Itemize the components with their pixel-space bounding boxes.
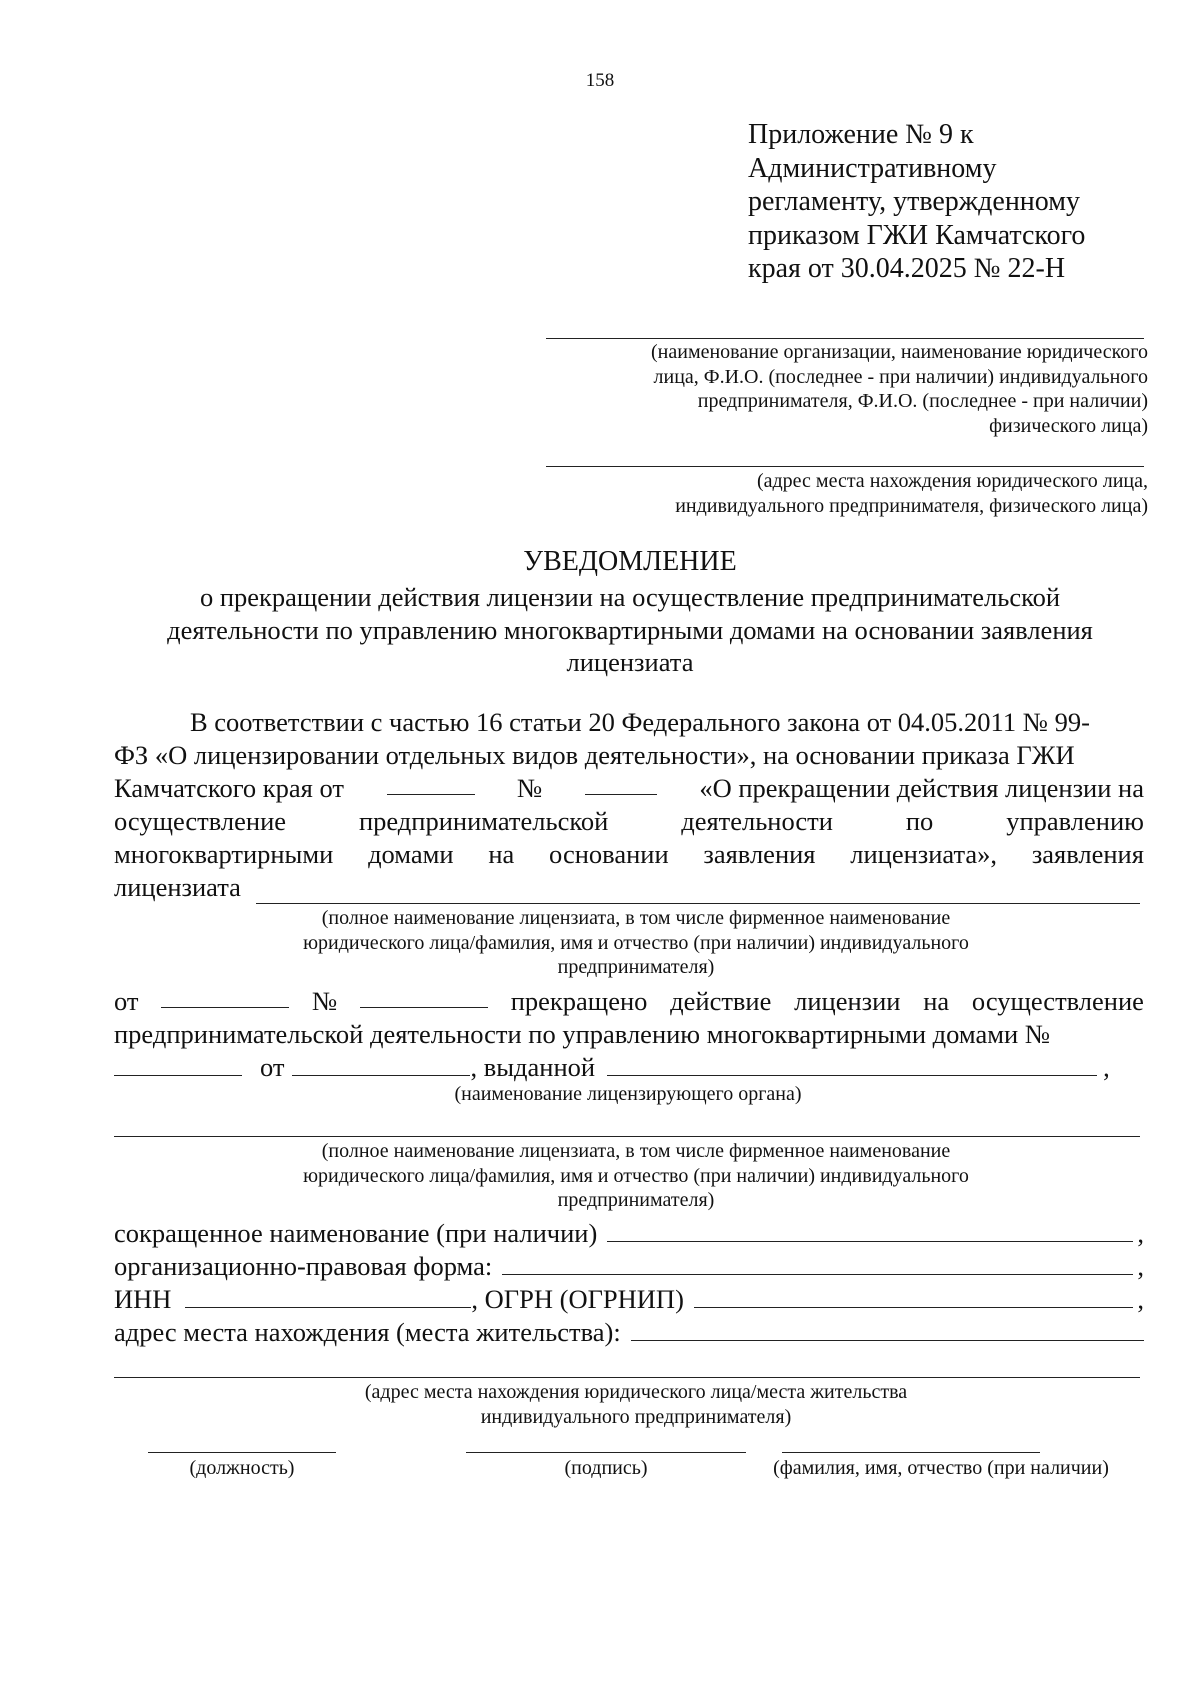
word: осуществление <box>971 986 1144 1016</box>
address-continued-field[interactable] <box>114 1377 1140 1378</box>
appendix-line: приказом ГЖИ Камчатского <box>748 219 1086 251</box>
license-date-field[interactable] <box>292 1053 470 1076</box>
word: заявления <box>703 839 816 869</box>
licensee-full-name-field[interactable] <box>114 1136 1140 1137</box>
word: действие <box>670 986 772 1016</box>
text: , <box>1137 1251 1144 1281</box>
subtitle-line: деятельности по управлению многоквартирными домами на основании заявления <box>167 614 1093 645</box>
caption-line: предпринимателя) <box>557 956 715 978</box>
label: , ОГРН (ОГРНИП) <box>471 1284 684 1314</box>
appendix-line: Административному <box>748 152 997 184</box>
body-line-7 <box>114 985 1144 1017</box>
caption-line: (адрес места нахождения юридического лица/места жительства <box>364 1381 908 1403</box>
text: лицензиата <box>114 872 241 902</box>
text: , <box>1103 1052 1110 1082</box>
inn-field[interactable] <box>185 1285 471 1308</box>
position-field[interactable] <box>148 1452 336 1453</box>
licensee-caption-1 <box>186 906 1086 980</box>
address-field[interactable] <box>631 1318 1144 1341</box>
label: сокращенное наименование (при наличии) <box>114 1218 598 1248</box>
body-line-2: ФЗ «О лицензировании отдельных видов деятельности», на основании приказа ГЖИ <box>114 740 1075 770</box>
position-caption: (должность) <box>189 1457 295 1479</box>
authority-caption: (наименование лицензирующего органа) <box>454 1083 802 1105</box>
word: управлению <box>1006 806 1144 836</box>
inn-ogrn-row <box>114 1283 1144 1315</box>
address-row <box>114 1316 1144 1348</box>
license-number-field[interactable] <box>114 1053 242 1076</box>
signature-field[interactable] <box>466 1452 746 1453</box>
text: от <box>260 1052 285 1082</box>
recipient-org-field[interactable] <box>546 338 1144 339</box>
body-line-3 <box>114 772 1144 804</box>
word: основании <box>549 839 669 869</box>
caption-line: юридического лица/фамилия, имя и отчество (при наличии) индивидуального <box>303 1164 969 1187</box>
word: осуществление <box>114 806 287 836</box>
application-number-field[interactable] <box>360 985 488 1008</box>
application-date-field[interactable] <box>161 985 289 1008</box>
full-name-caption: (фамилия, имя, отчество (при наличии) <box>773 1457 1109 1479</box>
licensee-caption-2 <box>186 1139 1086 1213</box>
caption-line: (полное наименование лицензиата, в том числе фирменное наименование <box>321 907 951 929</box>
appendix-line: регламенту, утвержденному <box>748 186 1080 217</box>
word: деятельности <box>681 806 833 836</box>
label: адрес места нахождения (места жительства): <box>114 1317 621 1347</box>
word: лицензии <box>794 986 901 1016</box>
short-name-row <box>114 1217 1144 1249</box>
word: домами <box>368 839 454 869</box>
body-line-5 <box>114 838 1144 870</box>
issuing-authority-field[interactable] <box>607 1053 1097 1076</box>
recipient-org-caption <box>651 340 1148 438</box>
word: многоквартирными <box>114 839 334 869</box>
subtitle-line: о прекращении действия лицензии на осуществление предпринимательской <box>199 582 1061 612</box>
word: прекращено <box>510 986 648 1016</box>
caption-line: индивидуального предпринимателя, физического лица) <box>675 494 1148 517</box>
word: по <box>905 806 934 836</box>
caption-line: (полное наименование лицензиата, в том числе фирменное наименование <box>321 1140 951 1162</box>
text: , <box>1137 1284 1144 1314</box>
legal-form-field[interactable] <box>502 1252 1133 1275</box>
short-name-field[interactable] <box>607 1219 1133 1242</box>
word: от <box>114 986 139 1016</box>
word: лицензиата», <box>850 839 998 869</box>
body-line-6 <box>114 871 1144 903</box>
order-date-field[interactable] <box>387 772 475 795</box>
text: , <box>1137 1218 1144 1248</box>
recipient-address-field[interactable] <box>546 466 1144 467</box>
caption-line: предпринимателя, Ф.И.О. (последнее - при наличии) <box>697 390 1148 412</box>
recipient-address-caption <box>675 469 1148 518</box>
appendix-header <box>748 118 1085 286</box>
signature-caption: (подпись) <box>564 1457 648 1479</box>
page-number: 158 <box>585 70 615 91</box>
text: Камчатского края от <box>114 773 344 803</box>
caption-line: лица, Ф.И.О. (последнее - при наличии) индивидуального <box>653 365 1148 388</box>
caption-line: юридического лица/фамилия, имя и отчество (при наличии) индивидуального <box>303 931 969 954</box>
label: ИНН <box>114 1284 172 1314</box>
licensee-name-field[interactable] <box>256 903 1140 904</box>
text: , выданной <box>470 1052 596 1082</box>
word: № <box>311 986 338 1016</box>
word: на <box>488 839 515 869</box>
notice-subtitle <box>100 581 1160 679</box>
caption-line: индивидуального предпринимателя) <box>480 1405 792 1428</box>
caption-line: (адрес места нахождения юридического лица, <box>756 470 1148 492</box>
word: заявления <box>1031 839 1144 869</box>
appendix-line: Приложение № 9 к <box>748 119 974 150</box>
caption-line: предпринимателя) <box>557 1189 715 1211</box>
body-line-4 <box>114 805 1144 837</box>
body-line-1: В соответствии с частью 16 статьи 20 Федерального закона от 04.05.2011 № 99- <box>190 707 1090 737</box>
address-caption <box>186 1380 1086 1429</box>
order-number-field[interactable] <box>585 772 657 795</box>
word: предпринимательской <box>358 806 609 836</box>
text: № <box>517 773 543 803</box>
body-line-9 <box>114 1051 1144 1083</box>
label: организационно-правовая форма: <box>114 1251 493 1281</box>
caption-line: (наименование организации, наименование юридического <box>651 341 1148 363</box>
subtitle-line: лицензиата <box>566 647 694 677</box>
legal-form-row <box>114 1250 1144 1282</box>
notice-title: УВЕДОМЛЕНИЕ <box>523 546 737 577</box>
appendix-line: края от 30.04.2025 № 22-Н <box>748 253 1066 284</box>
body-line-8: предпринимательской деятельности по управлению многоквартирными домами № <box>114 1019 1051 1049</box>
caption-line: физического лица) <box>989 414 1148 437</box>
text: «О прекращении действия лицензии на <box>699 773 1144 803</box>
ogrn-field[interactable] <box>694 1285 1133 1308</box>
full-name-field[interactable] <box>782 1452 1040 1453</box>
word: на <box>923 986 950 1016</box>
